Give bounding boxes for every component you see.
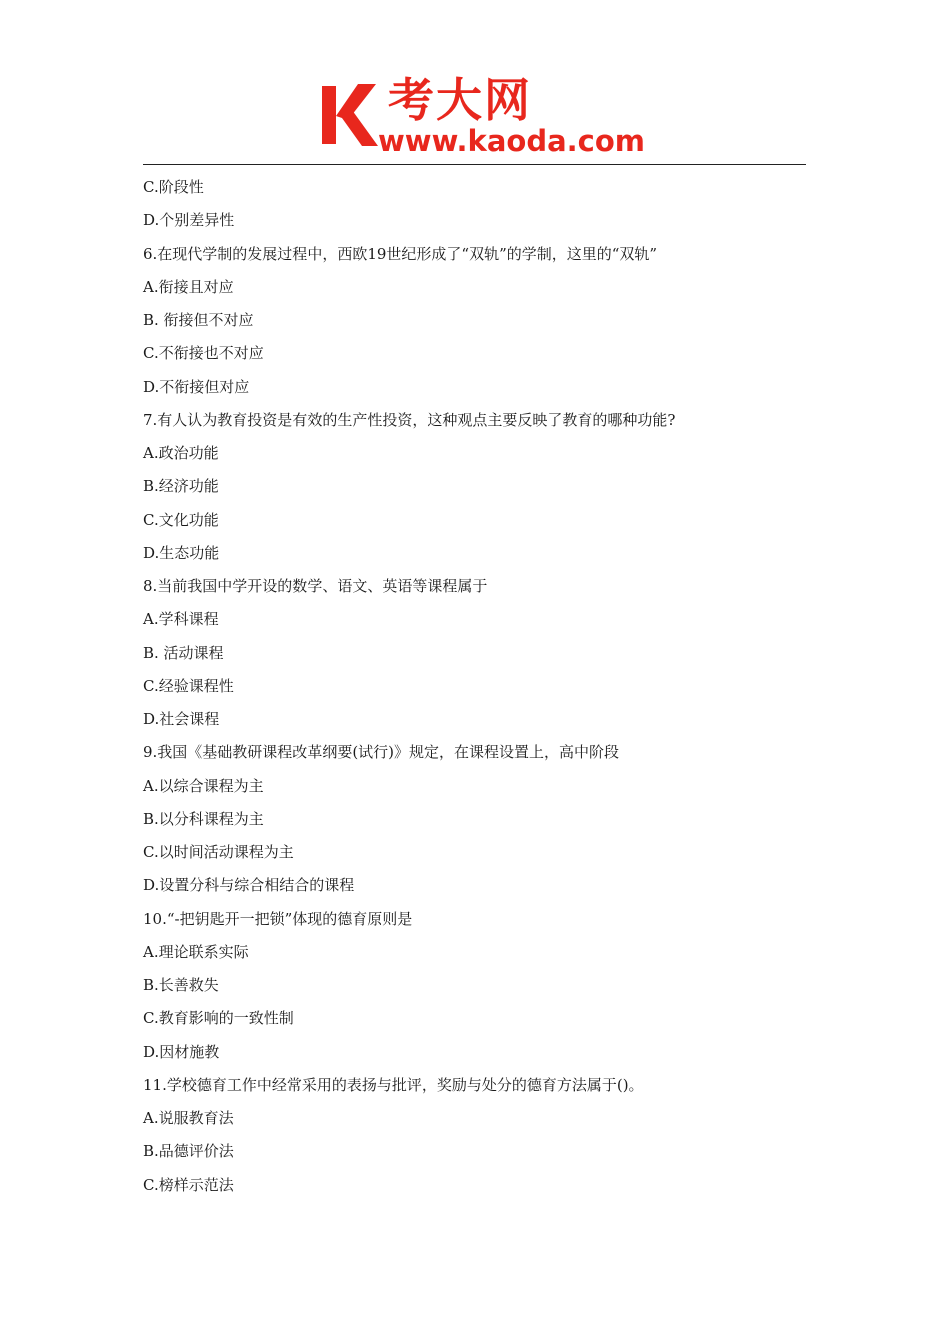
- option-c: C.文化功能: [143, 510, 219, 529]
- option-d: D.设置分科与综合相结合的课程: [143, 876, 355, 895]
- option-b: B.以分科课程为主: [143, 809, 264, 828]
- option-d: D.不衔接但对应: [143, 377, 250, 396]
- option-b: B.长善救失: [143, 976, 219, 994]
- question-7: 7.有人认为教育投资是有效的生产性投资，这种观点主要反映了教育的哪种功能?: [143, 410, 676, 429]
- question-9: 9.我国《基础教研课程改革纲要(试行)》规定，在课程设置上，高中阶段: [143, 743, 620, 762]
- option-b: B.品德评价法: [143, 1142, 234, 1161]
- kaoda-logo[interactable]: [318, 73, 645, 160]
- header-divider: [143, 164, 806, 165]
- logo-chinese-title: 考大网: [388, 73, 532, 127]
- option-d: D.社会课程: [143, 710, 220, 728]
- option-a: A.衔接且对应: [143, 277, 234, 296]
- page-header: [0, 0, 950, 166]
- option-c: C.不衔接也不对应: [143, 344, 264, 363]
- question-content: [143, 171, 803, 1202]
- option-d: D.个别差异性: [143, 211, 235, 230]
- logo-url-text: www.kaoda.com: [378, 124, 645, 158]
- option-d: D.因材施教: [143, 1042, 220, 1061]
- question-10: 10.“-把钥匙开一把锁”体现的德育原则是: [143, 909, 413, 928]
- option-a: A.以综合课程为主: [143, 776, 264, 795]
- option-a: A.学科课程: [143, 610, 219, 629]
- option-b: B. 活动课程: [143, 643, 224, 662]
- question-11: 11.学校德育工作中经常采用的表扬与批评，奖励与处分的德育方法属于()。: [143, 1075, 644, 1094]
- option-c: C.以时间活动课程为主: [143, 843, 294, 861]
- k-logo-icon: [318, 80, 380, 150]
- option-c: C.阶段性: [143, 178, 204, 196]
- option-a: A.政治功能: [143, 444, 219, 462]
- option-c: C.教育影响的一致性制: [143, 1009, 294, 1028]
- question-6: 6.在现代学制的发展过程中，西欧19世纪形成了“双轨”的学制，这里的“双轨”: [143, 244, 658, 263]
- option-b: B. 衔接但不对应: [143, 311, 254, 329]
- option-c: C.经验课程性: [143, 676, 234, 695]
- option-a: A.理论联系实际: [143, 942, 249, 961]
- option-b: B.经济功能: [143, 477, 219, 496]
- option-c: C.榜样示范法: [143, 1175, 234, 1194]
- option-d: D.生态功能: [143, 543, 220, 562]
- option-a: A.说服教育法: [143, 1109, 234, 1127]
- question-8: 8.当前我国中学开设的数学、语文、英语等课程属于: [143, 577, 488, 595]
